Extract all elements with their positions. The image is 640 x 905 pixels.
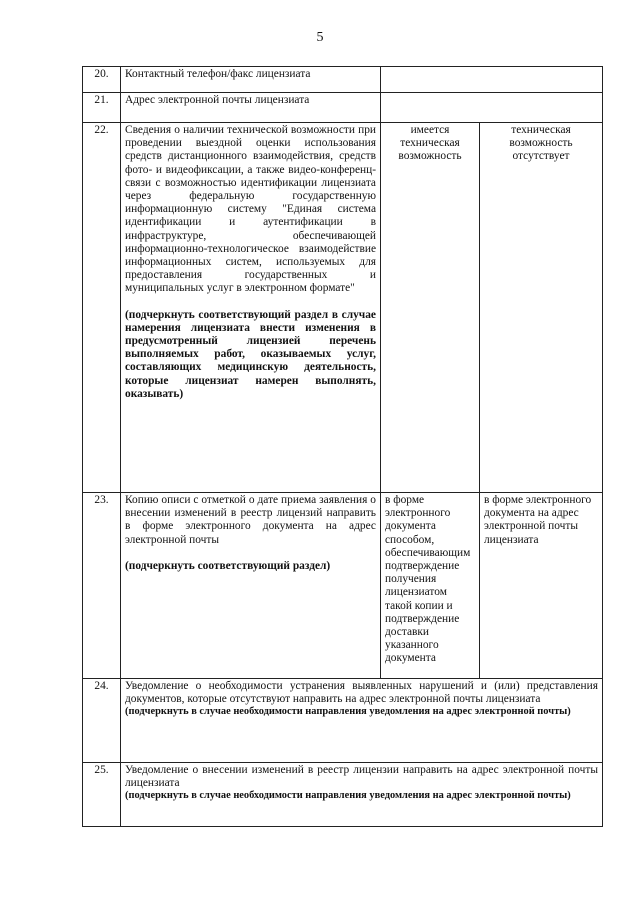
row-number: 24. bbox=[83, 679, 121, 763]
table-row bbox=[83, 67, 603, 93]
table-row bbox=[83, 679, 603, 763]
page-number: 5 bbox=[316, 30, 324, 45]
table-row bbox=[83, 763, 603, 827]
row-number: 23. bbox=[83, 493, 121, 679]
row-number: 21. bbox=[83, 93, 121, 123]
row-label: Адрес электронной почты лицензиата bbox=[121, 93, 381, 123]
email-value-cell[interactable] bbox=[381, 93, 603, 123]
registry-change-notice-description: Уведомление о внесении изменений в реестр лицензии направить на адрес электронной почты лицензиата bbox=[125, 764, 598, 790]
option-electronic-to-email[interactable]: в форме электронного документа на адрес электронной почты лицензиата bbox=[480, 493, 603, 679]
violation-notice-description: Уведомление о необходимости устранения выявленных нарушений и (или) представления документов, которые отсутствуют направить на адрес электронной почты лицензиата bbox=[125, 680, 598, 706]
row-label bbox=[121, 763, 603, 827]
license-form-table bbox=[82, 66, 603, 827]
table-row bbox=[83, 93, 603, 123]
table-row bbox=[83, 123, 603, 493]
underline-instruction: (подчеркнуть соответствующий раздел в случае намерения лицензиата внести изменения в предусмотренный лицензией перечень выполняемых работ, оказываемых услуг, составляющих медицинскую деятельность, которые лицензиат намерен выполнять, оказывать) bbox=[125, 308, 376, 400]
option-capability-absent[interactable]: техническая возможность отсутствует bbox=[480, 123, 603, 493]
underline-instruction: (подчеркнуть в случае необходимости направления уведомления на адрес электронной почты) bbox=[125, 706, 571, 718]
table-row bbox=[83, 493, 603, 679]
row-label bbox=[121, 679, 603, 763]
underline-instruction: (подчеркнуть соответствующий раздел) bbox=[125, 559, 331, 572]
option-electronic-with-confirmation[interactable]: в форме электронного документа способом, обеспечивающим подтверждение получения лицензиатом такой копии и подтверждение доставки указанного документа bbox=[381, 493, 480, 679]
row-number: 20. bbox=[83, 67, 121, 93]
option-capability-available[interactable]: имеется техническая возможность bbox=[381, 123, 480, 493]
phone-fax-value-cell[interactable] bbox=[381, 67, 603, 93]
underline-instruction: (подчеркнуть в случае необходимости направления уведомления на адрес электронной почты) bbox=[125, 790, 571, 802]
row-number: 25. bbox=[83, 763, 121, 827]
technical-capability-description: Сведения о наличии технической возможности при проведении выездной оценки использования средств дистанционного взаимодействия, средств фото- и видеофиксации, а также видео-конференц-связи с возможностью идентификации лицензиата через федеральную государственную информационную систему "Единая система идентификации и аутентификации в инфраструктуре, обеспечивающей информационно-технологическое взаимодействие информационных систем, используемых для предоставления государственных и муниципальных услуг в электронном формате" bbox=[125, 124, 376, 295]
inventory-copy-description: Копию описи с отметкой о дате приема заявления о внесении изменений в реестр лицензий направить в форме электронного документа на адрес электронной почты bbox=[125, 494, 376, 546]
row-label bbox=[121, 123, 381, 493]
row-label: Контактный телефон/факс лицензиата bbox=[121, 67, 381, 93]
row-label bbox=[121, 493, 381, 679]
row-number: 22. bbox=[83, 123, 121, 493]
